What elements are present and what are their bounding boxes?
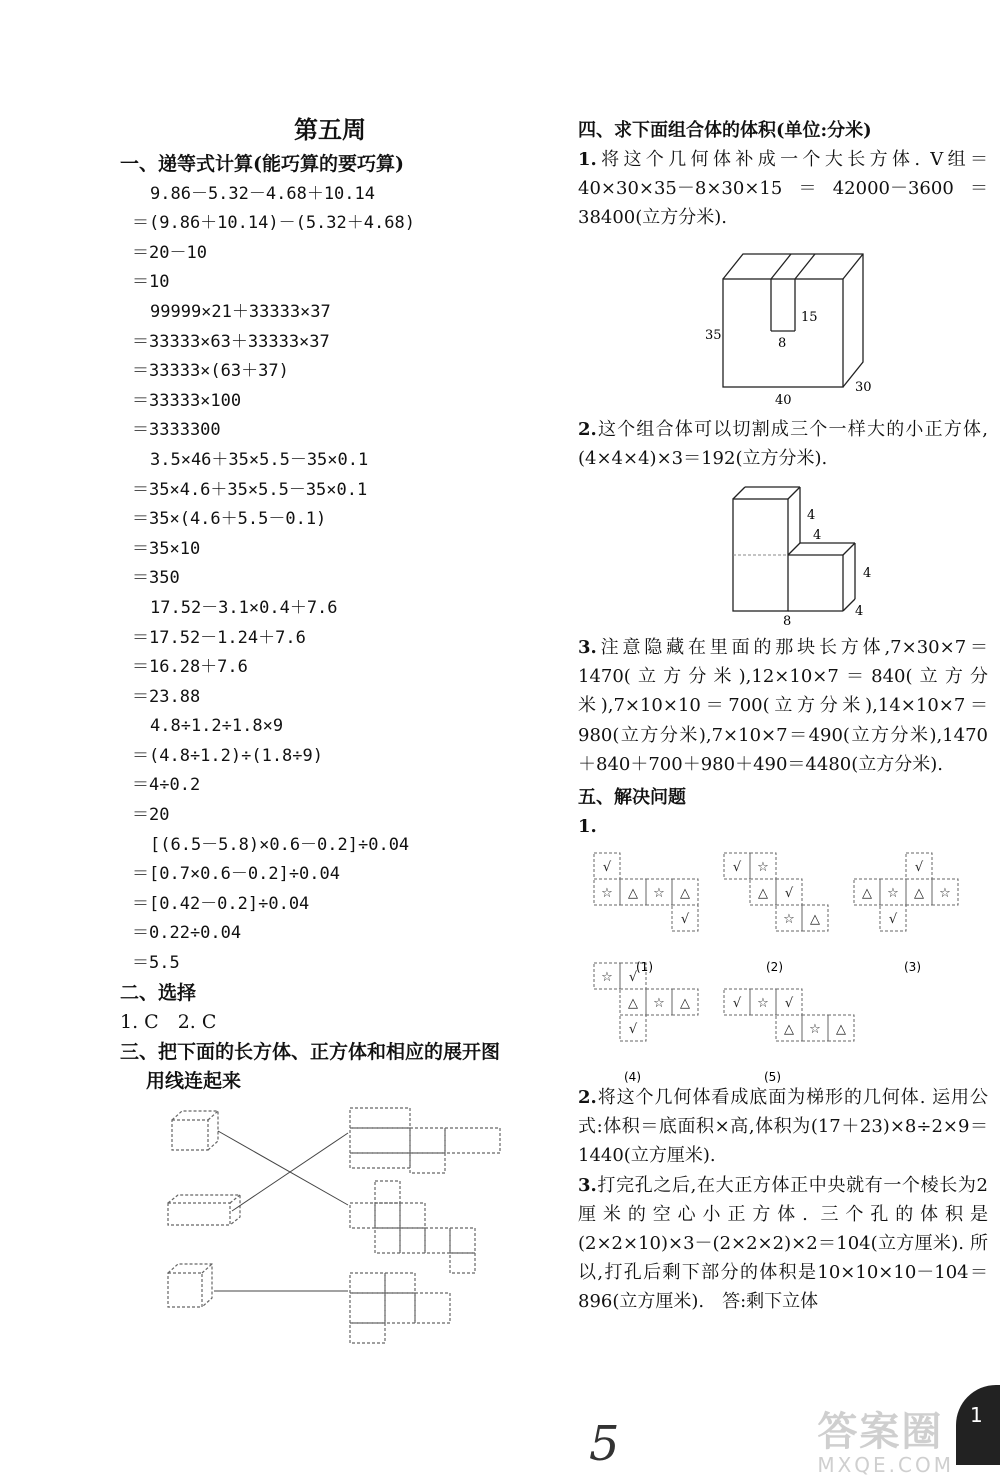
cube-3 (168, 1264, 212, 1307)
problem-4-2 (578, 415, 988, 473)
calc-line: ＝35×(4.6＋5.5－0.1) (132, 509, 327, 530)
check-symbol: √ (680, 912, 690, 928)
figure-4-2 (683, 479, 883, 627)
fig2-label-c: 4 (863, 566, 872, 582)
star-symbol: ☆ (653, 886, 665, 902)
tri-symbol: △ (758, 886, 768, 902)
cuboid-1 (172, 1111, 218, 1150)
net-caption-5: (5) (764, 1070, 781, 1084)
net-c (350, 1273, 450, 1343)
calc-line: 4.8÷1.2÷1.8×9 (150, 716, 284, 737)
star-symbol: ☆ (809, 1022, 821, 1038)
star-symbol: ☆ (757, 860, 769, 876)
section-2-heading: 二、选择 (120, 981, 197, 1004)
fig2-label-e: 8 (783, 614, 792, 628)
right-column (578, 110, 988, 1317)
fig1-label-8: 8 (778, 335, 787, 351)
net-a (350, 1108, 500, 1173)
pen-mark-text: 5 (589, 1418, 620, 1468)
fig1-label-30: 30 (855, 379, 872, 395)
pen-mark (585, 1418, 645, 1468)
matching-figure (120, 1103, 540, 1353)
calc-line: 3.5×46＋35×5.5－35×0.1 (150, 449, 369, 470)
calc-line: 99999×21＋33333×37 (150, 301, 331, 322)
problem-4-2-text: 这个组合体可以切割成三个一样大的小正方体,(4×4×4)×3＝192(立方分米). (578, 418, 988, 469)
calc-line: ＝20－10 (132, 242, 207, 263)
calc-line: ＝4÷0.2 (132, 775, 201, 796)
star-symbol: ☆ (653, 996, 665, 1012)
calc-line: 17.52－3.1×0.4＋7.6 (150, 597, 338, 618)
star-symbol: ☆ (757, 996, 769, 1012)
calc-line: ＝17.52－1.24＋7.6 (132, 627, 306, 648)
tri-symbol: △ (680, 996, 690, 1012)
star-symbol: ☆ (887, 886, 899, 902)
calc-line: ＝350 (132, 568, 180, 589)
problem-4-1 (578, 145, 988, 233)
question-5-3-text: 打完孔之后,在大正方体正中央就有一个棱长为2厘米的空心小正方体. 三个孔的体积是(2×2×10)×3－(2×2×2)×2＝104(立方厘米). 所以,打孔后剩下部分的体积是10×10×10－104＝896(立方厘米). 答:剩下立体 (578, 1174, 988, 1313)
section-4-heading: 四、求下面组合体的体积(单位:分米) (578, 120, 872, 141)
net-b (350, 1181, 475, 1273)
calc-line: ＝23.88 (132, 686, 201, 707)
fig2-label-b: 4 (813, 528, 822, 544)
problem-4-3-text: 注意隐藏在里面的那块长方体,7×30×7＝1470(立方分米),12×10×7＝840(立方分米),7×10×10＝700(立方分米),14×10×7＝980(立方分米),7×10×7＝490(立方分米),1470＋840＋700＋980＋490＝4480(立方分米). (578, 637, 988, 775)
question-5-3 (578, 1171, 988, 1317)
star-symbol: ☆ (939, 886, 951, 902)
calc-line: ＝(9.86＋10.14)－(5.32＋4.68) (132, 213, 415, 234)
cuboid-2 (168, 1195, 240, 1225)
page-title: 第五周 (294, 115, 366, 144)
check-symbol: √ (784, 886, 794, 902)
calc-line: 9.86－5.32－4.68＋10.14 (150, 183, 375, 204)
watermark-bottom: MXQE.COM (817, 1453, 954, 1477)
question-5-3-number: 3. (578, 1174, 597, 1196)
check-symbol: √ (602, 860, 612, 876)
fig2-label-a: 4 (807, 508, 816, 524)
section-3-heading-cont: 用线连起来 (146, 1070, 242, 1093)
section-3-heading: 三、把下面的长方体、正方体和相应的展开图 (120, 1040, 501, 1063)
problem-4-2-number: 2. (578, 418, 597, 440)
watermark (817, 1400, 954, 1477)
question-5-2 (578, 1083, 988, 1171)
star-symbol: ☆ (783, 912, 795, 928)
check-symbol: √ (628, 970, 638, 986)
net-caption-1: (1) (636, 960, 653, 975)
calculation-list (120, 180, 540, 979)
tri-symbol: △ (914, 886, 924, 902)
problem-4-1-text: 将这个几何体补成一个大长方体. V组＝40×30×35－8×30×15＝42000－3600＝38400(立方分米). (578, 149, 988, 229)
question-5-2-number: 2. (578, 1087, 597, 1109)
match-lines (214, 1131, 348, 1291)
calc-line: ＝35×10 (132, 538, 201, 559)
calc-line: ＝0.22÷0.04 (132, 923, 242, 944)
calc-line: ＝(4.8÷1.2)÷(1.8÷9) (132, 745, 323, 766)
check-symbol: √ (732, 860, 742, 876)
section-2-answers: 1. C 2. C (120, 1011, 217, 1034)
fig1-label-15: 15 (801, 309, 818, 325)
question-5-1-number: 1. (578, 816, 597, 838)
nets-figure (578, 841, 988, 1083)
calc-line: [(6.5－5.8)×0.6－0.2]÷0.04 (150, 834, 410, 855)
tri-symbol: △ (680, 886, 690, 902)
calc-line: ＝33333×100 (132, 390, 242, 411)
check-symbol: √ (914, 860, 924, 876)
calc-line: ＝[0.7×0.6－0.2]÷0.04 (132, 864, 340, 885)
check-symbol: √ (888, 912, 898, 928)
calc-line: ＝3333300 (132, 420, 221, 441)
net-caption-4: (4) (624, 1070, 641, 1084)
fig1-label-40: 40 (775, 392, 792, 408)
tri-symbol: △ (628, 886, 638, 902)
page-number: 1 (970, 1403, 983, 1427)
tri-symbol: △ (836, 1022, 846, 1038)
section-5-heading: 五、解决问题 (578, 787, 686, 809)
check-symbol: √ (732, 996, 742, 1012)
fig1-label-35: 35 (705, 327, 722, 343)
tri-symbol: △ (628, 996, 638, 1012)
problem-4-1-number: 1. (578, 149, 597, 170)
calc-line: ＝33333×63＋33333×37 (132, 331, 330, 352)
tri-symbol: △ (784, 1022, 794, 1038)
tri-symbol: △ (862, 886, 872, 902)
star-symbol: ☆ (601, 970, 613, 986)
star-symbol: ☆ (601, 886, 613, 902)
calc-line: ＝5.5 (132, 953, 180, 974)
calc-line: ＝[0.42－0.2]÷0.04 (132, 893, 310, 914)
question-5-2-text: 将这个几何体看成底面为梯形的几何体. 运用公式:体积＝底面积×高,体积为(17＋23)×8÷2×9＝1440(立方厘米). (578, 1087, 988, 1167)
fig2-label-d: 4 (855, 604, 864, 620)
check-symbol: √ (784, 996, 794, 1012)
problem-4-3 (578, 633, 988, 779)
net-caption-2: (2) (766, 960, 783, 975)
calc-line: ＝10 (132, 272, 170, 293)
calc-line: ＝35×4.6＋35×5.5－35×0.1 (132, 479, 368, 500)
tri-symbol: △ (810, 912, 820, 928)
calc-line: ＝20 (132, 805, 170, 826)
left-column (120, 110, 540, 1357)
calc-line: ＝16.28＋7.6 (132, 657, 248, 678)
check-symbol: √ (628, 1022, 638, 1038)
net-caption-3: (3) (904, 960, 921, 975)
calc-line: ＝33333×(63＋37) (132, 361, 289, 382)
section-1-heading: 一、递等式计算(能巧算的要巧算) (120, 153, 404, 175)
problem-4-3-number: 3. (578, 637, 597, 659)
page-number-badge (956, 1385, 1000, 1465)
figure-4-1 (683, 239, 883, 409)
watermark-top: 答案圈 (817, 1409, 944, 1455)
